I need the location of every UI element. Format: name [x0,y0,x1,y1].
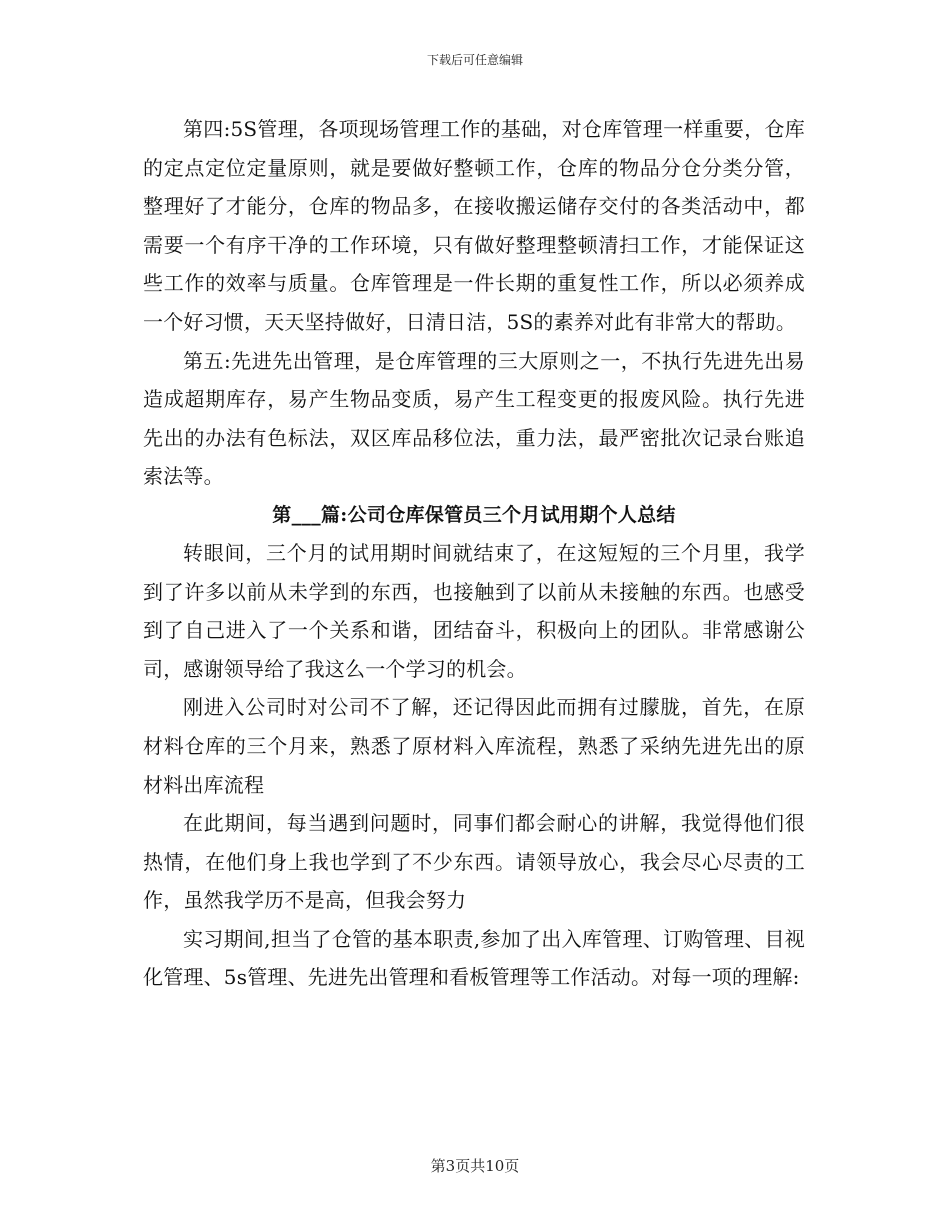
page-number: 第3页共10页 [430,1157,520,1175]
section-title: 第___篇:公司仓库保管员三个月试用期个人总结 [272,503,676,526]
paragraph-5s-management: 第四:5S管理，各项现场管理工作的基础，对仓库管理一样重要，仓库的定点定位定量原则，就是要做好整顿工作，仓库的物品分仓分类分管，整理好了才能分，仓库的物品多，在接收搬运储存交付的各类活动中，都需要一个有序干净的工作环境，只有做好整理整顿清扫工作，才能保证这些工作的效率与质量。仓库管理是一件长期的重复性工作，所以必须养成一个好习惯，天天坚持做好，日清日洁，5S的素养对此有非常大的帮助。 [143,117,805,334]
document-body [143,110,805,997]
paragraph-fifo-management: 第五:先进先出管理，是仓库管理的三大原则之一，不执行先进先出易造成超期库存，易产生物品变质，易产生工程变更的报废风险。执行先进先出的办法有色标法，双区库品移位法，重力法，最严密批次记录台账追索法等。 [143,348,805,489]
paragraph-trial-period-intro: 转眼间，三个月的试用期时间就结束了，在这短短的三个月里，我学到了许多以前从未学到的东西，也接触到了以前从未接触的东西。也感受到了自己进入了一个关系和谐，团结奋斗，积极向上的团队。非常感谢公司，感谢领导给了我这么一个学习的机会。 [143,540,805,681]
paragraph-internship-duties: 实习期间,担当了仓管的基本职责,参加了出入库管理、订购管理、目视化管理、5s管理、先进先出管理和看板管理等工作活动。对每一项的理解: [143,926,805,990]
paragraph-raw-material-warehouse: 刚进入公司时对公司不了解，还记得因此而拥有过朦胧，首先，在原材料仓库的三个月来，熟悉了原材料入库流程，熟悉了采纳先进先出的原材料出库流程 [143,695,805,797]
page-header-note: 下载后可任意编辑 [426,53,523,67]
paragraph-colleagues-help: 在此期间，每当遇到问题时，同事们都会耐心的讲解，我觉得他们很热情，在他们身上我也学到了不少东西。请领导放心，我会尽心尽责的工作，虽然我学历不是高，但我会努力 [143,811,805,913]
